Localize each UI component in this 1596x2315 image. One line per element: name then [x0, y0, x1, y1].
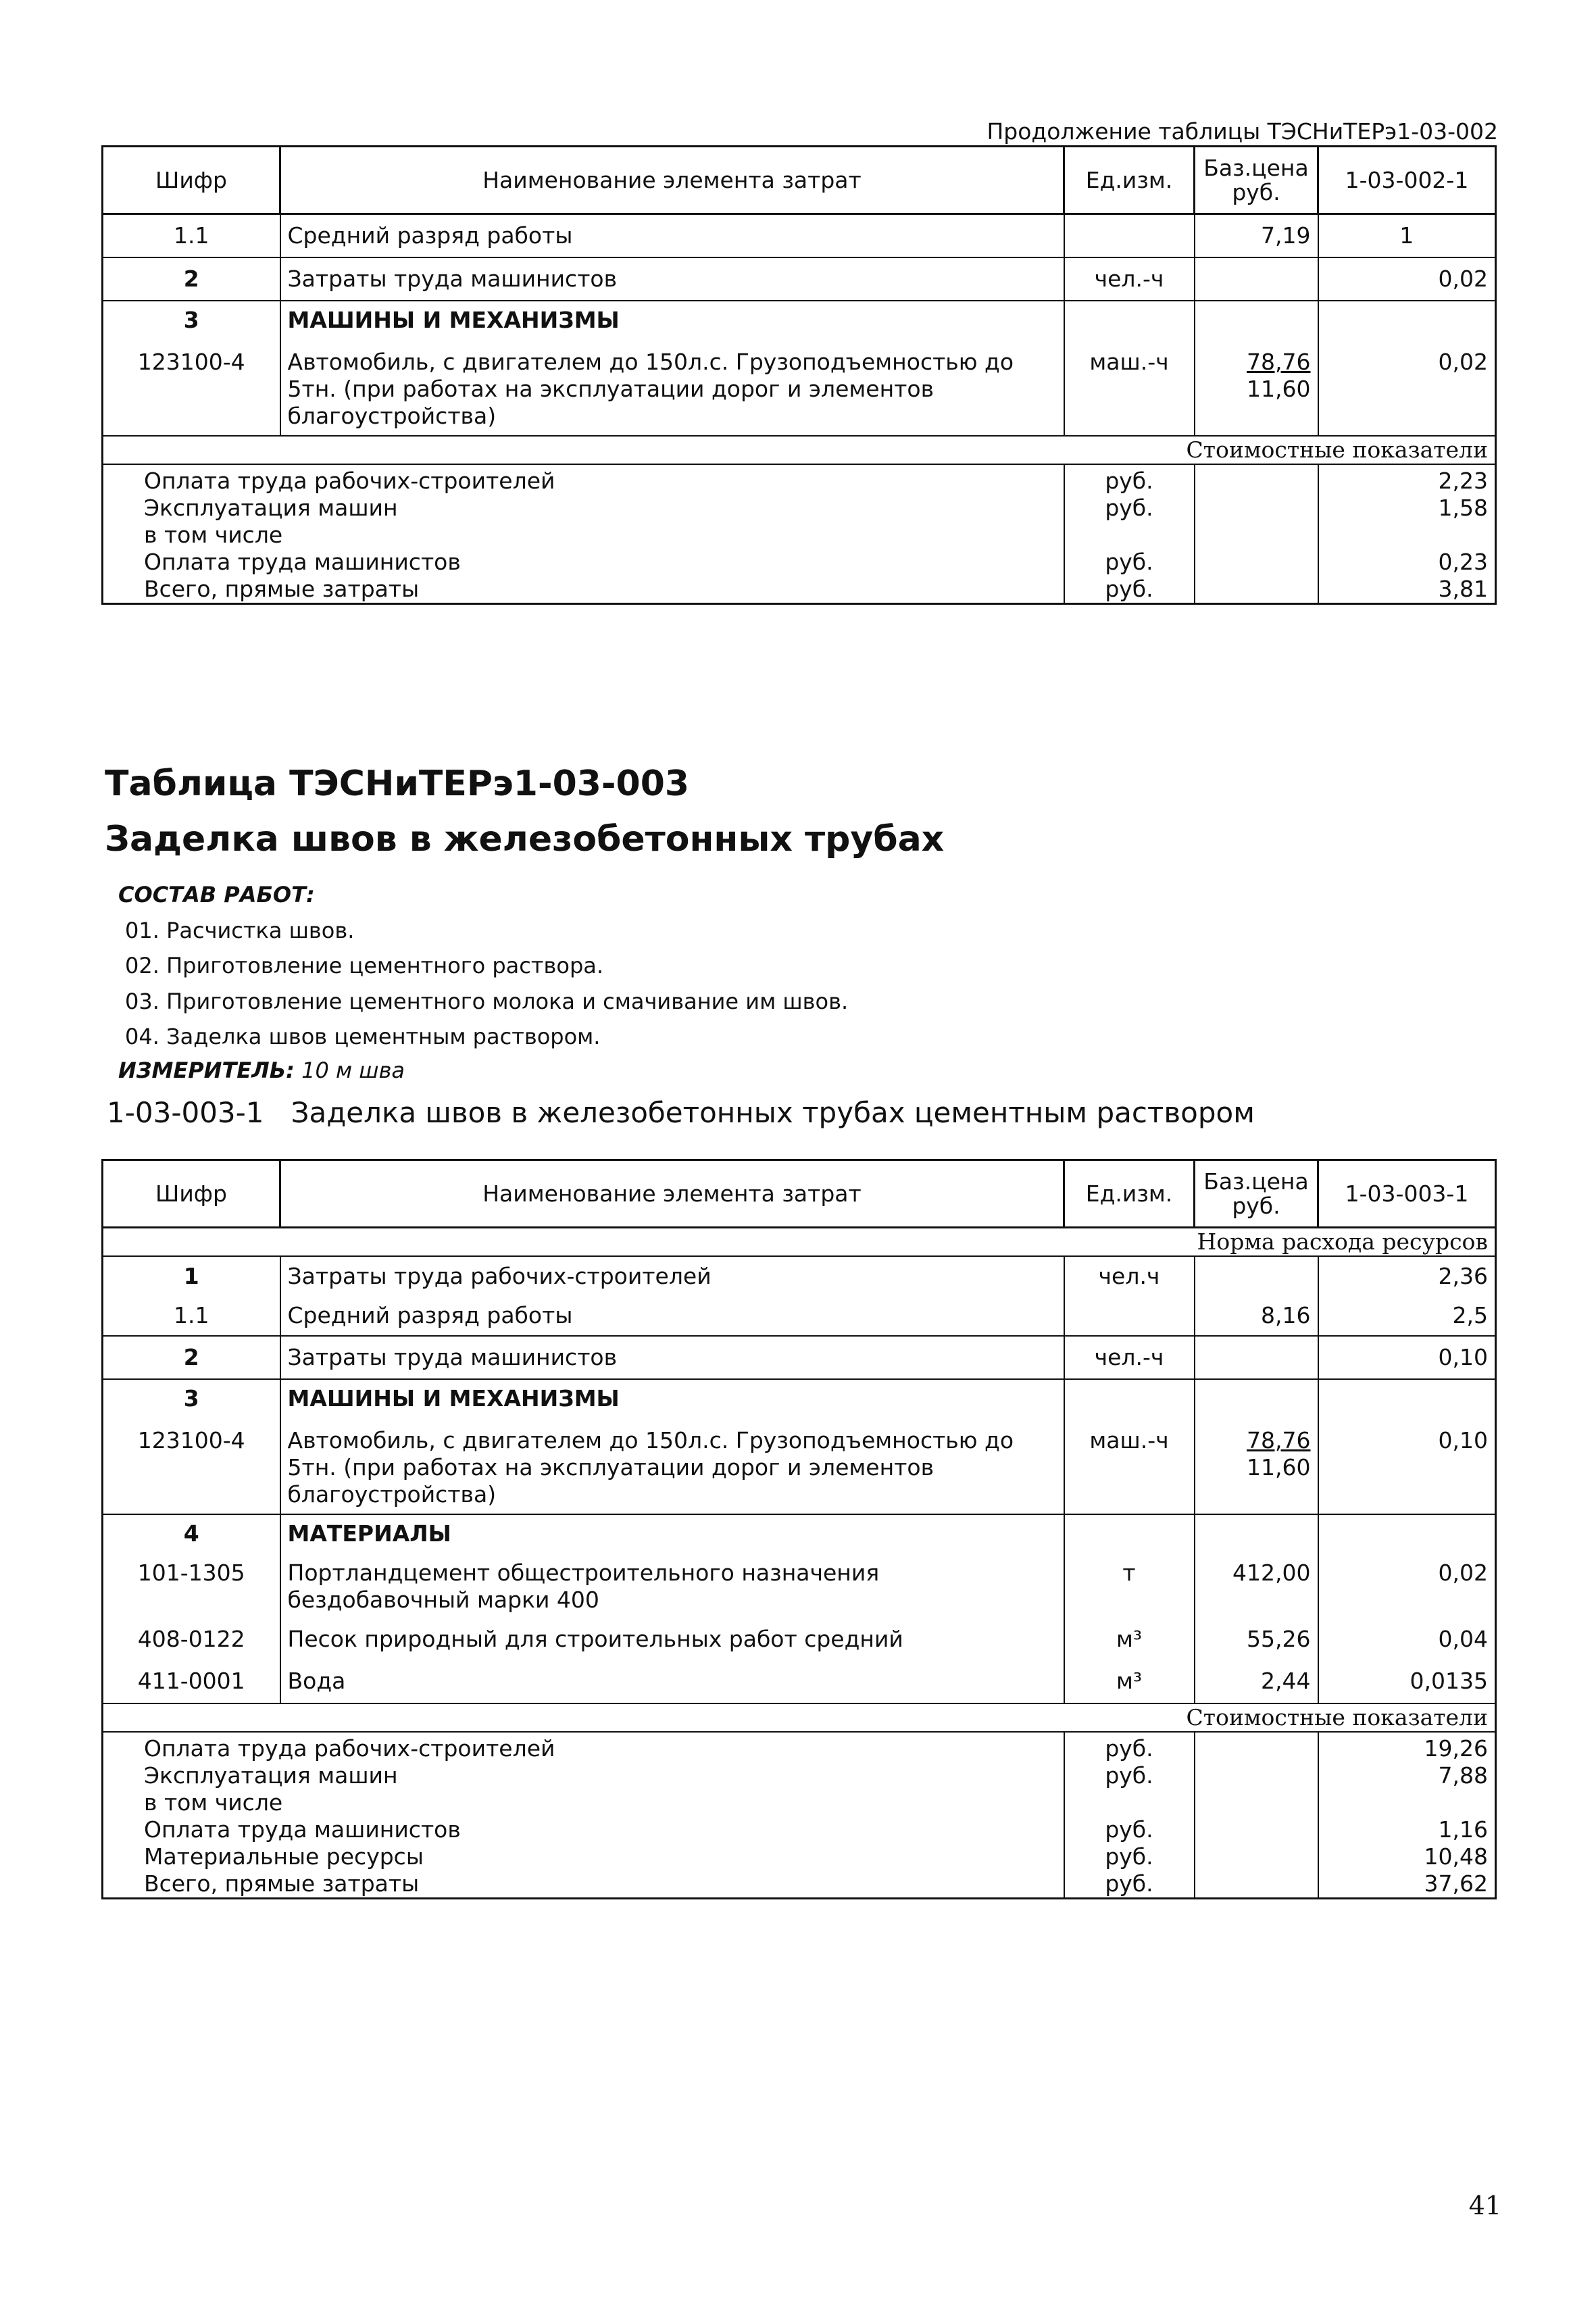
table-row: 2 Затраты труда машинистов чел.-ч 0,10	[103, 1336, 1496, 1379]
header-name: Наименование элемента затрат	[280, 147, 1064, 214]
header-unit: Ед.изм.	[1064, 1160, 1195, 1228]
work-item: 04. Заделка швов цементным раствором.	[125, 1024, 601, 1049]
cost-row: в том числе	[103, 1789, 1496, 1816]
header-price: Баз.цена руб.	[1195, 1160, 1318, 1228]
header-code: Шифр	[103, 1160, 280, 1228]
table-row: 3 123100-4 МАШИНЫ И МЕХАНИЗМЫ Автомобиль, с двигателем до 150л.с. Грузоподъемностью до 5тн. (при работах на эксплуатации дорог и элементов благоустройства) маш.-ч 78,76 11,60 0,02	[103, 301, 1496, 436]
measure-line	[118, 1057, 405, 1083]
cost-row: Всего, прямые затраты руб. 37,62	[103, 1870, 1496, 1899]
band-resources: Норма расхода ресурсов	[103, 1228, 1496, 1257]
header-price: Баз.цена руб.	[1195, 147, 1318, 214]
continuation-caption: Продолжение таблицы ТЭСНиТЕРэ1-03-002	[987, 118, 1498, 145]
table-header	[103, 1160, 1496, 1228]
header-column: 1-03-002-1	[1318, 147, 1496, 214]
cost-row: Оплата труда рабочих-строителей руб. 2,23	[103, 464, 1496, 495]
band-cost: Стоимостные показатели	[103, 436, 1496, 464]
table-row: 1 Затраты труда рабочих-строителей чел.ч 2,36	[103, 1256, 1496, 1296]
table-1-03-003	[101, 1159, 1497, 1899]
cost-row: в том числе	[103, 522, 1496, 549]
work-item: 01. Расчистка швов.	[125, 918, 355, 943]
cost-row: Материальные ресурсы руб. 10,48	[103, 1843, 1496, 1870]
cost-row: Оплата труда машинистов руб. 1,16	[103, 1816, 1496, 1843]
header-column: 1-03-003-1	[1318, 1160, 1496, 1228]
measure-label: ИЗМЕРИТЕЛЬ:	[118, 1057, 295, 1083]
work-item: 02. Приготовление цементного раствора.	[125, 953, 604, 978]
measure-value: 10 м шва	[301, 1057, 405, 1083]
work-item: 03. Приготовление цементного молока и смачивание им швов.	[125, 989, 849, 1014]
works-label: СОСТАВ РАБОТ:	[118, 882, 315, 907]
cost-row: Эксплуатация машин руб. 1,58	[103, 495, 1496, 522]
table-header	[103, 147, 1496, 214]
header-name: Наименование элемента затрат	[280, 1160, 1064, 1228]
header-unit: Ед.изм.	[1064, 147, 1195, 214]
table-row: 1.1 Средний разряд работы 7,19 1	[103, 214, 1496, 258]
section-title: Заделка швов в железобетонных трубах	[105, 819, 945, 860]
code-line: 1-03-003-1 Заделка швов в железобетонных трубах цементным раствором	[107, 1096, 1255, 1129]
table-row: 2 Затраты труда машинистов чел.-ч 0,02	[103, 257, 1496, 301]
table-row: 1.1 Средний разряд работы 8,16 2,5	[103, 1296, 1496, 1336]
cost-row: Всего, прямые затраты руб. 3,81	[103, 576, 1496, 604]
table-title: Таблица ТЭСНиТЕРэ1-03-003	[105, 764, 690, 804]
table-row: 3 123100-4 МАШИНЫ И МЕХАНИЗМЫ Автомобиль, с двигателем до 150л.с. Грузоподъемностью до 5тн. (при работах на эксплуатации дорог и элементов благоустройства) маш.-ч 78,76 11,60 0,10	[103, 1379, 1496, 1514]
cost-row: Оплата труда машинистов руб. 0,23	[103, 549, 1496, 576]
table-row: 4 101-1305 408-0122 411-0001 МАТЕРИАЛЫ Портландцемент общестроительного назначения бездобавочный марки 400 Песок природный для строительных работ средний Вода т м³ м³ 412,00 55,26 2,44 0,02 0,04 0,0135	[103, 1514, 1496, 1703]
cost-row: Эксплуатация машин руб. 7,88	[103, 1762, 1496, 1789]
cost-row: Оплата труда рабочих-строителей руб. 19,26	[103, 1732, 1496, 1762]
band-cost: Стоимостные показатели	[103, 1703, 1496, 1732]
table-1-03-002	[101, 145, 1497, 605]
page-number: 41	[1468, 2191, 1501, 2220]
header-code: Шифр	[103, 147, 280, 214]
